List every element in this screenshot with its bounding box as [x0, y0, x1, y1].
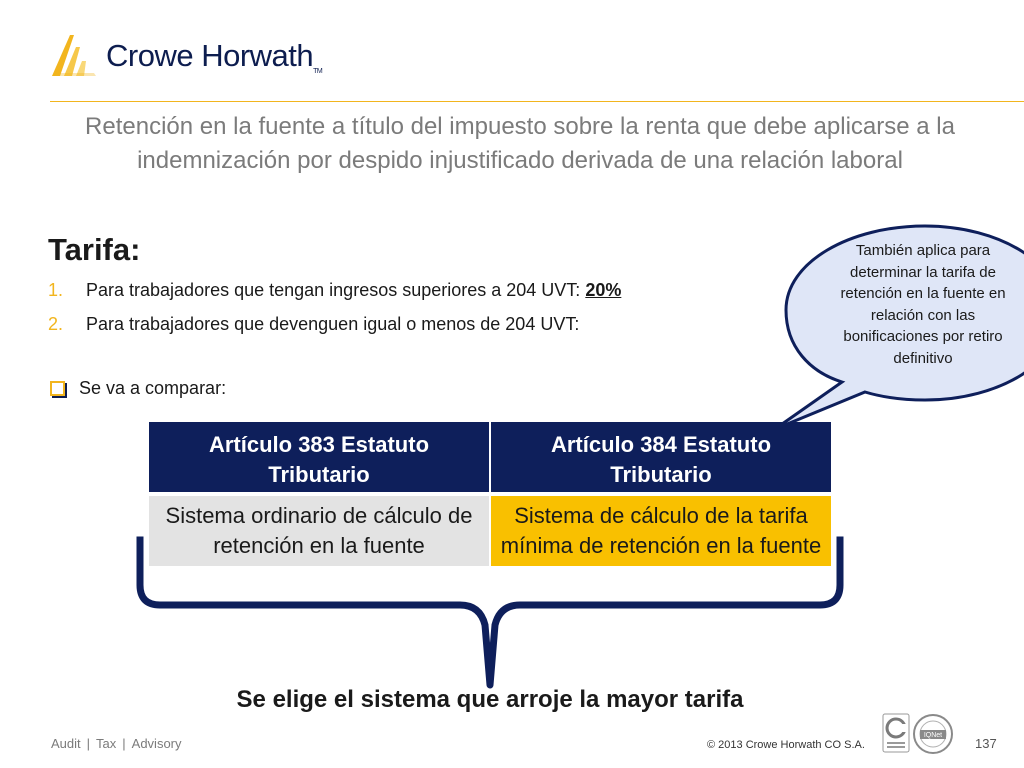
list-item-text: Para trabajadores que tengan ingresos superiores a 204 UVT: 20% [86, 280, 622, 300]
footer-item-advisory: Advisory [131, 736, 182, 751]
list-item [48, 280, 621, 314]
compare-label: Se va a comparar: [79, 378, 227, 398]
page-number: 137 [975, 736, 997, 751]
conclusion-text: Se elige el sistema que arroje la mayor tarifa [236, 686, 744, 713]
compare-bullet [50, 378, 226, 399]
copyright-text: © 2013 Crowe Horwath CO S.A. [707, 739, 865, 751]
table-cell-minimum-rate-system: Sistema de cálculo de la tarifa mínima de retención en la fuente [491, 496, 831, 566]
list-number: 2. [48, 314, 64, 334]
brand-name: Crowe Horwath$_{TM}$ [106, 38, 323, 76]
list-number: 1. [48, 280, 64, 300]
curly-brace [130, 535, 850, 690]
brand-trademark: TM [313, 68, 323, 76]
iqnet-certification-icon [912, 713, 954, 755]
table-header-article-384: Artículo 384 Estatuto Tributario [491, 422, 831, 492]
list-item [48, 314, 621, 348]
checkbox-bullet-icon [50, 381, 65, 396]
footer-item-tax: Tax [96, 736, 117, 751]
cert-label: IQNet [923, 732, 943, 739]
page-title [60, 110, 980, 178]
section-heading: Tarifa: [48, 232, 141, 267]
table-cell-ordinary-system: Sistema ordinario de cálculo de retención en la fuente [149, 496, 489, 566]
page-title-line-2: indemnización por despido injustificado derivada de una relación laboral [137, 147, 903, 174]
rate-value: 20% [585, 280, 622, 300]
header-divider [50, 101, 1024, 102]
list-item-text: Para trabajadores que devenguen igual o menos de 204 UVT: [86, 314, 580, 334]
callout-text: También aplica para determinar la tarifa de retención en la fuente en relación con las bonificaciones por retiro definitivo [840, 242, 1006, 367]
rate-list [48, 280, 621, 348]
footer-item-audit: Audit [51, 736, 81, 751]
brand-logo [50, 30, 322, 80]
page-title-line-1: Retención en la fuente a título del impuesto sobre la renta que debe aplicarse a la [85, 113, 955, 140]
crowe-logo-icon [50, 33, 98, 77]
iso-certification-icon [882, 713, 910, 753]
footer-services: Audit | Tax | Advisory [51, 736, 182, 751]
table-header-article-383: Artículo 383 Estatuto Tributario [149, 422, 489, 492]
